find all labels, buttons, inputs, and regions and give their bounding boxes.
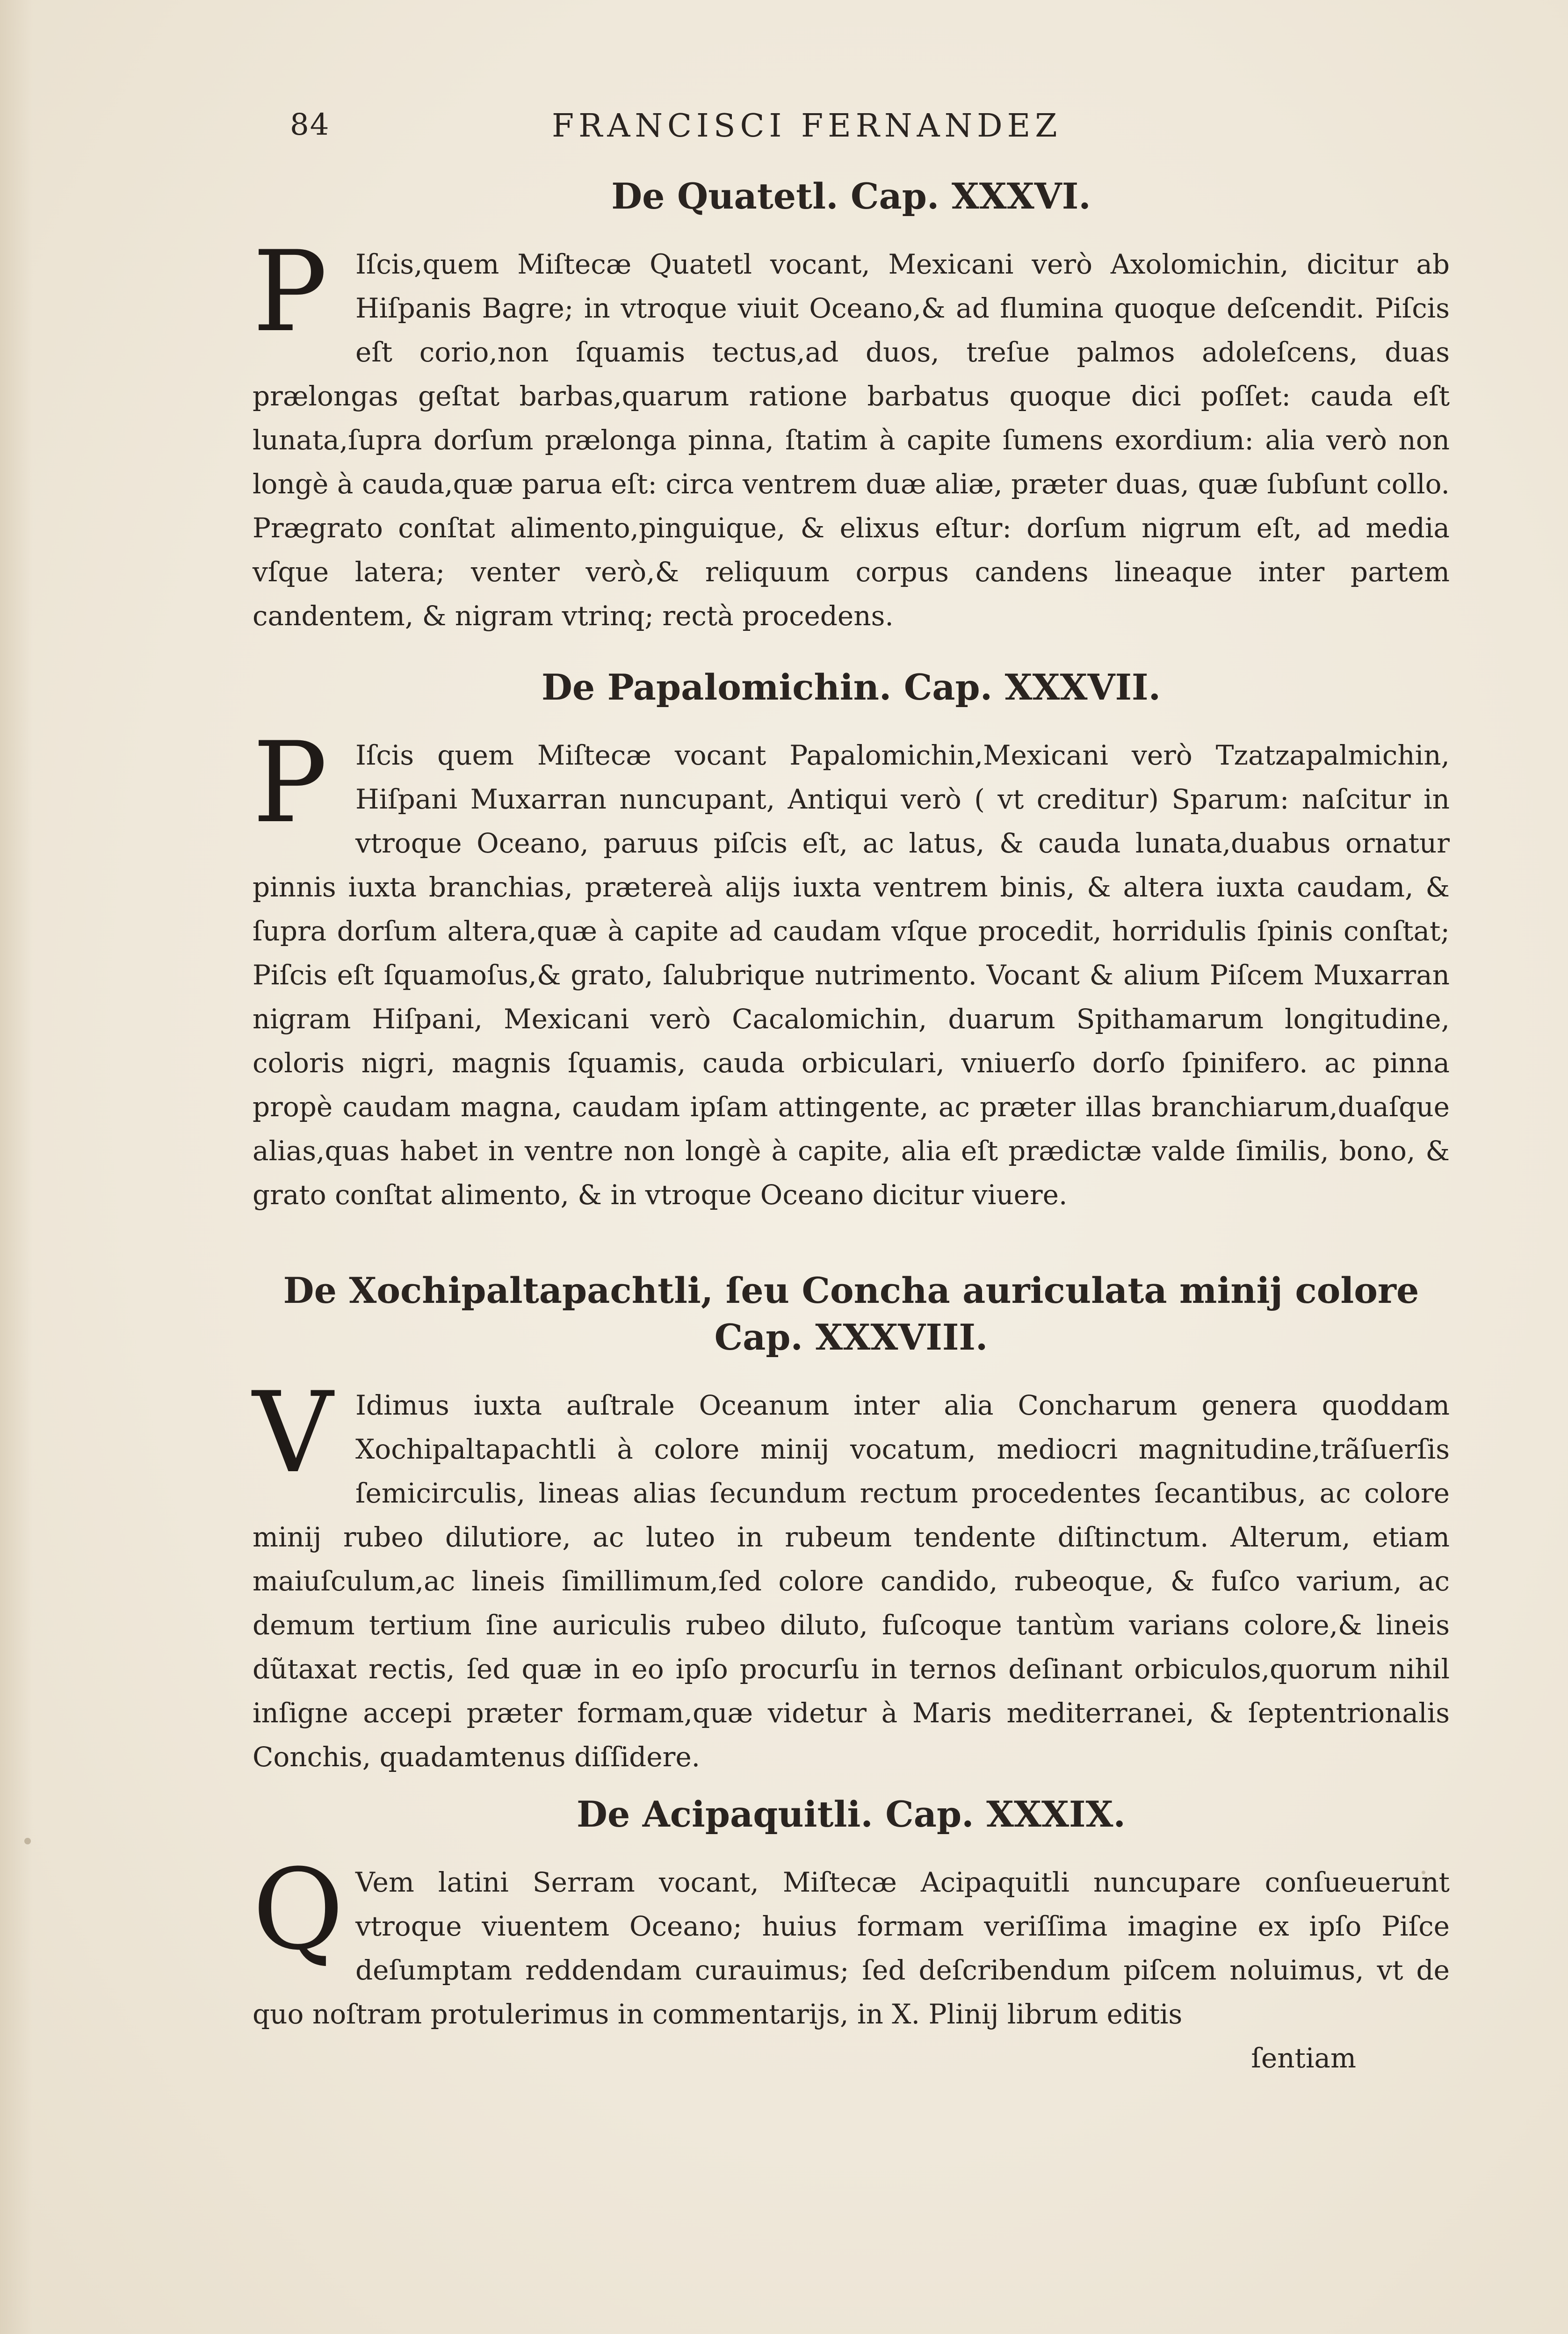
- chapter-body: [253, 1368, 1450, 1779]
- catchword: ſentiam: [1251, 2042, 1356, 2074]
- chapter-quatetl: [253, 173, 1450, 638]
- drop-cap: Q: [253, 1845, 344, 1975]
- chapter-title: De Papalomichin. Cap. XXXVII.: [541, 666, 1161, 708]
- chapter-text: Vem latini Serram vocant, Miſtecæ Acipaquitli nuncupare conſueuerunt vtroque viuentem Oceano; huius formam veriſſima imagine ex ipſo Piſce deſumptam reddendam curauimus; ſed deſcribendum piſcem noluimus, vt de quo noſtram protulerimus in commentarijs, in X. Plinij librum editis: [253, 1866, 1450, 2030]
- drop-cap: P: [253, 227, 328, 357]
- page-header: [290, 108, 1216, 150]
- chapter-body: [253, 227, 1450, 638]
- chapter-xochipaltapachtli: [253, 1267, 1450, 1779]
- chapter-text: Iſcis quem Miſtecæ vocant Papalomichin,Mexicani verò Tzatzapalmichin, Hiſpani Muxarran nuncupant, Antiqui verò ( vt creditur) Sparum: naſcitur in vtroque Oceano, paruus piſcis eſt, ac latus, & cauda lunata,duabus ornatur pinnis iuxta branchias, prætereà alijs iuxta ventrem binis, & altera iuxta caudam, & ſupra dorſum altera,quæ à capite ad caudam vſque procedit, horridulis ſpinis conſtat; Piſcis eſt ſquamoſus,& grato, ſalubrique nutrimento. Vocant & alium Piſcem Muxarran nigram Hiſpani, Mexicani verò Cacalomichin, duarum Spithamarum longitudine, coloris nigri, magnis ſquamis, cauda orbiculari, vniuerſo dorſo ſpinifero. ac pinna propè caudam magna, caudam ipſam attingente, ac præter illas branchiarum,duaſque alias,quas habet in ventre non longè à capite, alia eſt prædictæ valde ſimilis, bono, & grato conſtat alimento, & in vtroque Oceano dicitur viuere.: [253, 739, 1450, 1211]
- running-head: FRANCISCI FERNANDEZ: [552, 108, 1062, 145]
- page-gutter-shadow: [0, 0, 33, 2334]
- chapter-title-line-1: De Xochipaltapachtli, ſeu Concha auriculata minij colore: [283, 1270, 1419, 1311]
- chapter-title: De Quatetl. Cap. XXXVI.: [611, 175, 1091, 217]
- chapter-text: Idimus iuxta auſtrale Oceanum inter alia Concharum genera quoddam Xochipaltapachtli à colore minij vocatum, mediocri magnitudine,trãſuerſis ſemicirculis, lineas alias ſecundum rectum procedentes ſecantibus, ac colore minij rubeo dilutiore, ac luteo in rubeum tendente diſtinctum. Alterum, etiam maiuſculum,ac lineis ſimillimum,ſed colore candido, rubeoque, & fuſco varium, ac demum tertium ſine auriculis rubeo diluto, fuſcoque tantùm varians colore,& lineis dũtaxat rectis, ſed quæ in eo ipſo procurſu in ternos deſinant orbiculos,quorum nihil inſigne accepi præter formam,quæ videtur à Maris mediterranei, & ſeptentrionalis Conchis, quadamtenus diſſidere.: [253, 1389, 1450, 1773]
- chapter-papalomichin: [253, 664, 1450, 1217]
- page-number: 84: [290, 108, 330, 142]
- chapter-title-line-2: Cap. XXXVIII.: [714, 1316, 988, 1358]
- drop-cap: V: [253, 1368, 333, 1498]
- paper-spot: [1422, 1871, 1425, 1874]
- drop-cap: P: [253, 718, 328, 848]
- chapter-text: Iſcis,quem Miſtecæ Quatetl vocant, Mexicani verò Axolomichin, dicitur ab Hiſpanis Bagre; in vtroque viuit Oceano,& ad flumina quoque deſcendit. Piſcis eſt corio,non ſquamis tectus,ad duos, treſue palmos adoleſcens, duas prælongas geſtat barbas,quarum ratione barbatus quoque dici poſſet: cauda eſt lunata,ſupra dorſum prælonga pinna, ſtatim à capite ſumens exordium: alia verò non longè à cauda,quæ parua eſt: circa ventrem duæ aliæ, præter duas, quæ ſubſunt collo. Prægrato conſtat alimento,pinguique, & elixus eſtur: dorſum nigrum eſt, ad media vſque latera; venter verò,& reliquum corpus candens lineaque inter partem candentem, & nigram vtrinq; rectà procedens.: [253, 248, 1450, 632]
- paper-spot: [24, 1838, 31, 1844]
- chapter-title: [253, 1267, 1450, 1361]
- chapter-body: [253, 718, 1450, 1217]
- chapter-title: De Acipaquitli. Cap. XXXIX.: [577, 1793, 1126, 1835]
- chapter-body: [253, 1845, 1450, 2080]
- chapter-acipaquitli: [253, 1791, 1450, 2080]
